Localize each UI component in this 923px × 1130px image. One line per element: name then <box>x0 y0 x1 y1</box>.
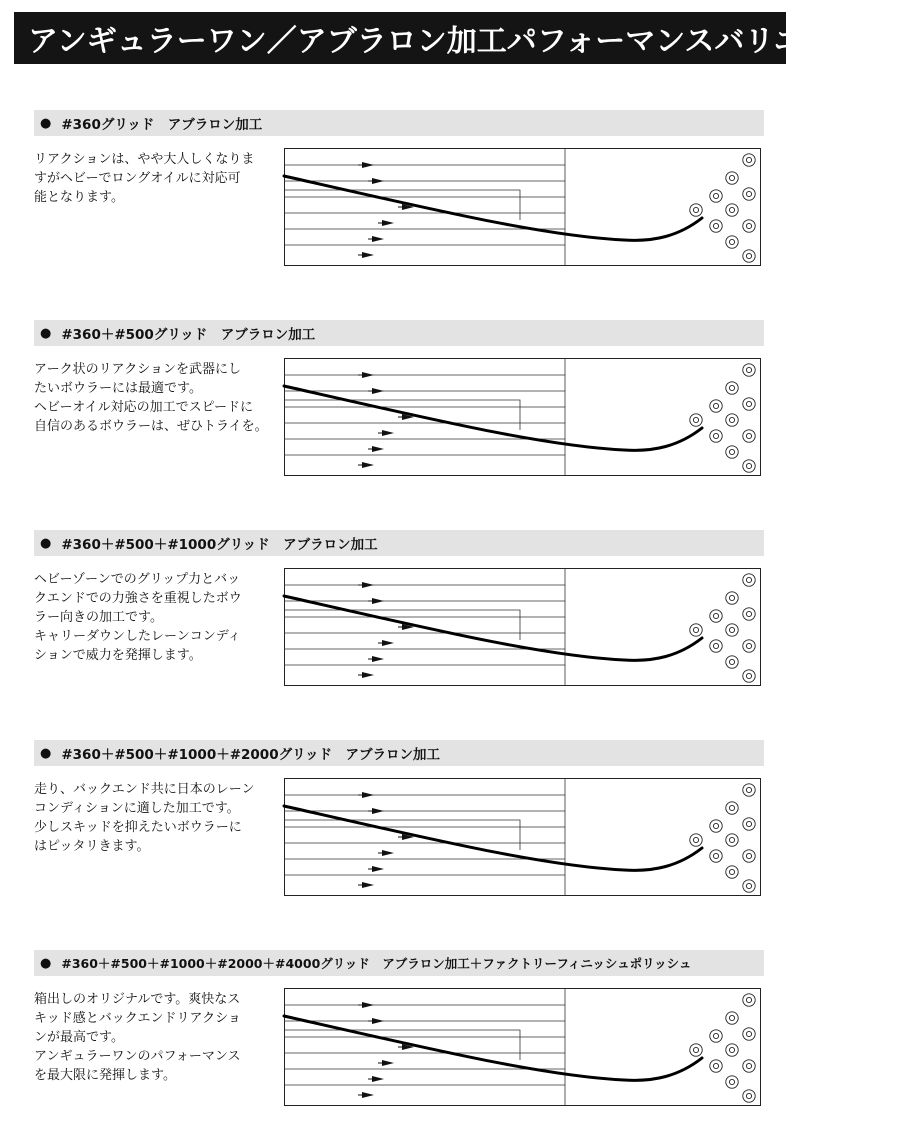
page-title: アンギュラーワン／アブラロン加工パフォーマンスバリエーション <box>14 12 786 64</box>
bowling-pin-icon <box>710 220 722 232</box>
bowling-pin-icon <box>743 640 755 652</box>
section-heading: #360グリッド アブラロン加工 <box>61 117 263 133</box>
section-360-500 <box>34 320 764 490</box>
bowling-pin-icon <box>726 1044 738 1056</box>
section-description: ヘビーゾーンでのグリップ力とバッ クエンドでの力強さを重視したボウ ラー向きの加工です。 キャリーダウンしたレーンコンディ ションで威力を発揮します。 <box>34 572 242 663</box>
bowling-pin-icon <box>726 866 738 878</box>
section-heading: #360＋#500＋#1000グリッド アブラロン加工 <box>61 537 378 553</box>
bowling-pin-icon <box>743 994 755 1006</box>
bowling-pin-icon <box>690 414 702 426</box>
bowling-pin-icon <box>726 236 738 248</box>
lane-frame <box>285 149 761 266</box>
bowling-pin-icon <box>743 1060 755 1072</box>
bowling-lane-diagram-icon <box>284 148 761 266</box>
bowling-pin-icon <box>710 610 722 622</box>
bowling-pin-icon <box>743 574 755 586</box>
bowling-pin-icon <box>710 400 722 412</box>
bowling-pin-icon <box>726 204 738 216</box>
section-heading: #360＋#500＋#1000＋#2000グリッド アブラロン加工 <box>61 747 441 763</box>
lane-frame <box>285 359 761 476</box>
bowling-pin-icon <box>710 190 722 202</box>
section-heading: #360＋#500グリッド アブラロン加工 <box>61 327 316 343</box>
section-header <box>34 530 764 556</box>
bowling-pin-icon <box>726 382 738 394</box>
bowling-pin-icon <box>710 1030 722 1042</box>
bowling-pin-icon <box>743 430 755 442</box>
bowling-pin-icon <box>743 398 755 410</box>
bowling-pin-icon <box>710 430 722 442</box>
bowling-lane-diagram-icon <box>284 988 761 1106</box>
bowling-pin-icon <box>743 220 755 232</box>
bowling-pin-icon <box>743 188 755 200</box>
section-description: リアクションは、やや大人しくなりま すがヘビーでロングオイルに対応可 能となります。 <box>34 152 255 205</box>
section-heading: #360＋#500＋#1000＋#2000＋#4000グリッド アブラロン加工＋ファクトリーフィニッシュポリッシュ <box>61 956 692 971</box>
bowling-pin-icon <box>743 364 755 376</box>
bowling-pin-icon <box>726 592 738 604</box>
bullet-icon: ● <box>40 745 52 761</box>
bullet-icon: ● <box>40 325 52 341</box>
section-header <box>34 740 764 766</box>
bowling-pin-icon <box>743 608 755 620</box>
bullet-icon: ● <box>40 955 52 971</box>
lane-frame <box>285 989 761 1106</box>
bowling-pin-icon <box>726 834 738 846</box>
bowling-lane-diagram-icon <box>284 568 761 686</box>
bowling-pin-icon <box>726 1076 738 1088</box>
bowling-pin-icon <box>710 850 722 862</box>
section-360 <box>34 110 764 280</box>
bowling-pin-icon <box>743 1028 755 1040</box>
bowling-pin-icon <box>726 446 738 458</box>
bowling-pin-icon <box>726 802 738 814</box>
bowling-pin-icon <box>743 154 755 166</box>
bowling-pin-icon <box>690 834 702 846</box>
bowling-pin-icon <box>690 624 702 636</box>
bowling-pin-icon <box>710 1060 722 1072</box>
bowling-pin-icon <box>690 204 702 216</box>
section-description: 走り、バックエンド共に日本のレーン コンディションに適した加工です。 少しスキッドを抑えたいボウラーに はピッタリきます。 <box>34 782 255 854</box>
bowling-pin-icon <box>726 656 738 668</box>
bowling-pin-icon <box>690 1044 702 1056</box>
bowling-pin-icon <box>743 880 755 892</box>
bowling-pin-icon <box>743 850 755 862</box>
section-360-500-1000 <box>34 530 764 700</box>
bowling-pin-icon <box>726 1012 738 1024</box>
section-header <box>34 110 764 136</box>
bowling-pin-icon <box>743 670 755 682</box>
bowling-pin-icon <box>726 624 738 636</box>
bowling-pin-icon <box>726 172 738 184</box>
section-description: アーク状のリアクションを武器にし たいボウラーには最適です。 ヘビーオイル対応の加工でスピードに 自信のあるボウラーは、ぜひトライを。 <box>34 362 268 434</box>
bowling-pin-icon <box>743 1090 755 1102</box>
bowling-pin-icon <box>743 250 755 262</box>
bowling-pin-icon <box>726 414 738 426</box>
bowling-pin-icon <box>743 784 755 796</box>
bowling-pin-icon <box>743 818 755 830</box>
bowling-pin-icon <box>743 460 755 472</box>
section-360-500-1000-2000-4000 <box>34 950 764 1120</box>
bowling-pin-icon <box>710 640 722 652</box>
section-header <box>34 950 764 976</box>
section-description: 箱出しのオリジナルです。爽快なス キッド感とバックエンドリアクショ ンが最高です。 アンギュラーワンのパフォーマンス を最大限に発揮します。 <box>34 992 241 1083</box>
bowling-lane-diagram-icon <box>284 778 761 896</box>
section-360-500-1000-2000 <box>34 740 764 910</box>
bullet-icon: ● <box>40 115 52 131</box>
bowling-lane-diagram-icon <box>284 358 761 476</box>
lane-frame <box>285 779 761 896</box>
lane-frame <box>285 569 761 686</box>
bowling-pin-icon <box>710 820 722 832</box>
section-header <box>34 320 764 346</box>
bullet-icon: ● <box>40 535 52 551</box>
